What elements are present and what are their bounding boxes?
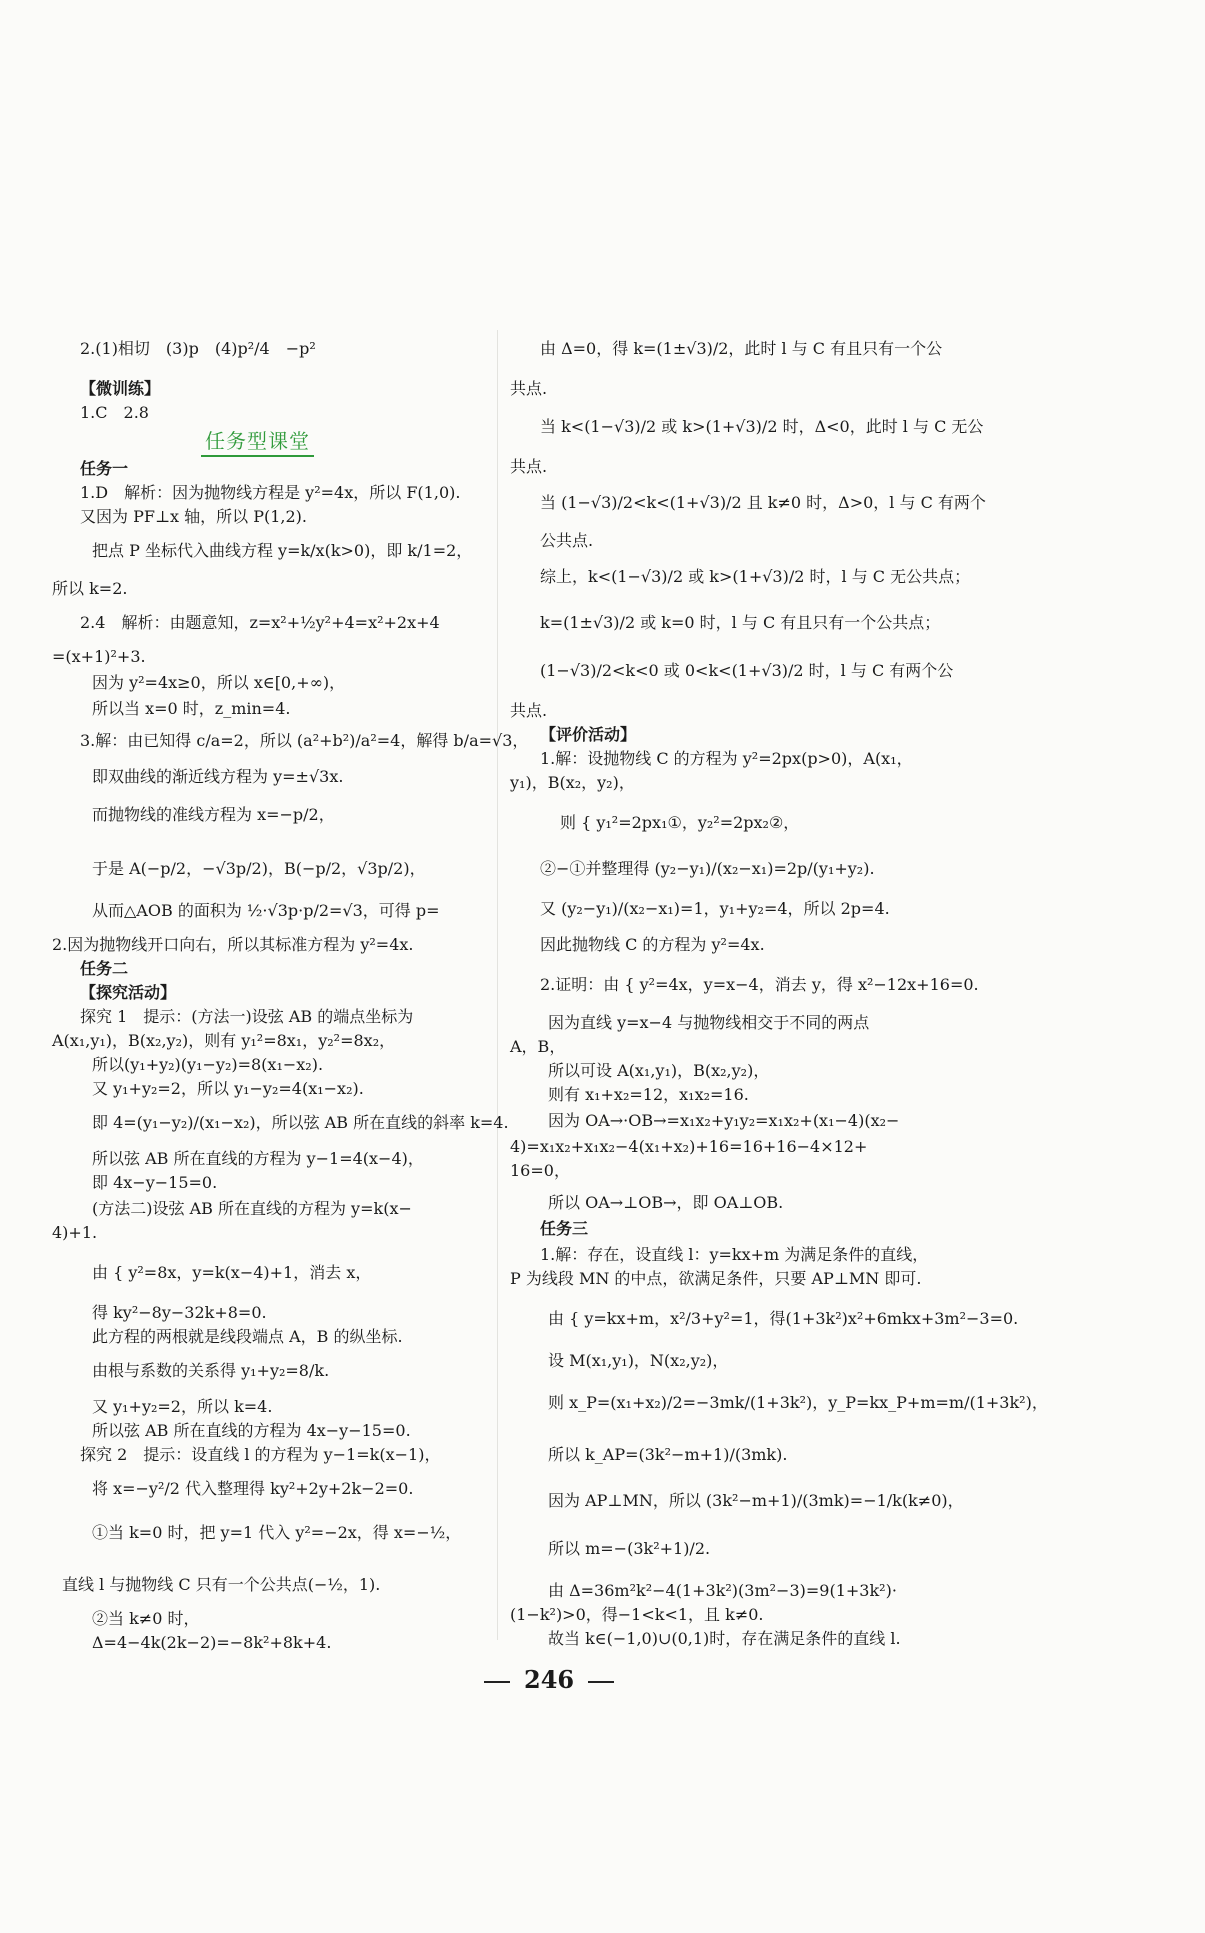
text-line: (1−k²)>0，得−1<k<1，且 k≠0.: [510, 1605, 764, 1624]
text-line: 由 Δ=0，得 k=(1±√3)/2，此时 l 与 C 有且只有一个公: [540, 339, 943, 358]
text-line: 此方程的两根就是线段端点 A，B 的纵坐标.: [92, 1327, 403, 1346]
text-line: k=(1±√3)/2 或 k=0 时，l 与 C 有且只有一个公共点；: [540, 613, 941, 632]
text-line: 得 ky²−8y−32k+8=0.: [92, 1303, 267, 1322]
text-line: 【探究活动】: [80, 983, 177, 1002]
text-line: 于是 A(−p/2，−√3p/2)，B(−p/2，√3p/2)，: [92, 859, 426, 878]
text-line: 所以 k_AP=(3k²−m+1)/(3mk).: [548, 1445, 788, 1464]
text-line: 2.(1)相切 (3)p (4)p²/4 −p²: [80, 339, 316, 358]
text-line: 故当 k∈(−1,0)∪(0,1)时，存在满足条件的直线 l.: [548, 1629, 901, 1648]
text-line: 因为 AP⊥MN，所以 (3k²−m+1)/(3mk)=−1/k(k≠0)，: [548, 1491, 964, 1510]
text-line: 共点.: [510, 379, 548, 398]
text-line: 4)+1.: [52, 1223, 98, 1242]
text-line: 又 y₁+y₂=2，所以 k=4.: [92, 1397, 273, 1416]
text-line: 所以当 x=0 时，z_min=4.: [92, 699, 291, 718]
page-number-text: 246: [524, 1665, 575, 1694]
text-line: 【评价活动】: [540, 725, 637, 744]
text-line: 即双曲线的渐近线方程为 y=±√3x.: [92, 767, 344, 786]
text-line: 探究 1 提示：(方法一)设弦 AB 的端点坐标为: [80, 1007, 414, 1026]
text-line: 所以 m=−(3k²+1)/2.: [548, 1539, 711, 1558]
text-line: 由 { y²=8x，y=k(x−4)+1，消去 x，: [92, 1263, 372, 1282]
text-line: 即 4x−y−15=0.: [92, 1173, 218, 1192]
column-divider: [497, 330, 498, 1640]
text-line: 1.解：存在，设直线 l：y=kx+m 为满足条件的直线，: [540, 1245, 929, 1264]
text-line: ②当 k≠0 时，: [92, 1609, 200, 1628]
text-line: 所以可设 A(x₁,y₁)，B(x₂,y₂)，: [548, 1061, 770, 1080]
text-line: 又 (y₂−y₁)/(x₂−x₁)=1，y₁+y₂=4，所以 2p=4.: [540, 899, 890, 918]
text-line: 1.C 2.8: [80, 403, 149, 422]
text-line: 由 Δ=36m²k²−4(1+3k²)(3m²−3)=9(1+3k²)·: [548, 1581, 897, 1600]
text-line: 因为 OA→·OB→=x₁x₂+y₁y₂=x₁x₂+(x₁−4)(x₂−: [548, 1111, 900, 1130]
section-title: 任务型课堂: [205, 425, 310, 454]
text-line: y₁)，B(x₂，y₂)，: [510, 773, 635, 792]
text-line: 设 M(x₁,y₁)，N(x₂,y₂)，: [548, 1351, 729, 1370]
text-line: 4)=x₁x₂+x₁x₂−4(x₁+x₂)+16=16+16−4×12+: [510, 1137, 868, 1156]
text-line: 所以 k=2.: [52, 579, 128, 598]
page-number-dash-right: [588, 1681, 614, 1683]
text-line: ②−①并整理得 (y₂−y₁)/(x₂−x₁)=2p/(y₁+y₂).: [540, 859, 875, 878]
text-line: 探究 2 提示：设直线 l 的方程为 y−1=k(x−1)，: [80, 1445, 441, 1464]
text-line: 任务三: [540, 1219, 589, 1238]
text-line: 则 x_P=(x₁+x₂)/2=−3mk/(1+3k²)，y_P=kx_P+m=m/(1+3k²)，: [548, 1393, 1048, 1412]
text-line: 即 4=(y₁−y₂)/(x₁−x₂)，所以弦 AB 所在直线的斜率 k=4.: [92, 1113, 509, 1132]
text-line: 16=0，: [510, 1161, 570, 1180]
text-line: 所以(y₁+y₂)(y₁−y₂)=8(x₁−x₂).: [92, 1055, 324, 1074]
text-line: =(x+1)²+3.: [52, 647, 146, 666]
page-number-dash-left: [484, 1681, 510, 1683]
text-line: Δ=4−4k(2k−2)=−8k²+8k+4.: [92, 1633, 332, 1652]
text-line: 2.因为抛物线开口向右，所以其标准方程为 y²=4x.: [52, 935, 414, 954]
text-line: 当 k<(1−√3)/2 或 k>(1+√3)/2 时，Δ<0，此时 l 与 C 无公: [540, 417, 984, 436]
text-line: 则有 x₁+x₂=12，x₁x₂=16.: [548, 1085, 749, 1104]
text-line: 又因为 PF⊥x 轴，所以 P(1,2).: [80, 507, 307, 526]
text-line: 【微训练】: [80, 379, 161, 398]
text-line: 从而△AOB 的面积为 ½·√3p·p/2=√3，可得 p=: [92, 901, 440, 920]
text-line: 任务一: [80, 459, 129, 478]
text-line: A，B，: [510, 1037, 566, 1056]
text-line: 所以弦 AB 所在直线的方程为 4x−y−15=0.: [92, 1421, 411, 1440]
text-line: 公共点.: [540, 531, 594, 550]
text-line: 3.解：由已知得 c/a=2，所以 (a²+b²)/a²=4，解得 b/a=√3，: [80, 731, 529, 750]
text-line: 任务二: [80, 959, 129, 978]
text-line: 而抛物线的准线方程为 x=−p/2，: [92, 805, 335, 824]
text-line: A(x₁,y₁)，B(x₂,y₂)，则有 y₁²=8x₁，y₂²=8x₂，: [52, 1031, 396, 1050]
text-line: 因为直线 y=x−4 与抛物线相交于不同的两点: [548, 1013, 870, 1032]
text-line: 综上，k<(1−√3)/2 或 k>(1+√3)/2 时，l 与 C 无公共点；: [540, 567, 971, 586]
text-line: 又 y₁+y₂=2，所以 y₁−y₂=4(x₁−x₂).: [92, 1079, 364, 1098]
text-line: 所以弦 AB 所在直线的方程为 y−1=4(x−4)，: [92, 1149, 424, 1168]
text-line: 1.解：设抛物线 C 的方程为 y²=2px(p>0)，A(x₁，: [540, 749, 913, 768]
page-number: [470, 1665, 628, 1694]
text-line: 因此抛物线 C 的方程为 y²=4x.: [540, 935, 765, 954]
text-line: 把点 P 坐标代入曲线方程 y=k/x(k>0)，即 k/1=2，: [92, 541, 473, 560]
text-line: 因为 y²=4x≥0，所以 x∈[0,+∞)，: [92, 673, 346, 692]
text-line: 1.D 解析：因为抛物线方程是 y²=4x，所以 F(1,0).: [80, 483, 461, 502]
text-line: 共点.: [510, 701, 548, 720]
text-line: 则 { y₁²=2px₁①，y₂²=2px₂②，: [560, 813, 800, 832]
text-line: 2.证明：由 { y²=4x，y=x−4，消去 y，得 x²−12x+16=0.: [540, 975, 979, 994]
text-line: 共点.: [510, 457, 548, 476]
text-line: (方法二)设弦 AB 所在直线的方程为 y=k(x−: [92, 1199, 412, 1218]
text-line: 将 x=−y²/2 代入整理得 ky²+2y+2k−2=0.: [92, 1479, 414, 1498]
text-line: 由 { y=kx+m，x²/3+y²=1，得(1+3k²)x²+6mkx+3m²−3=0.: [548, 1309, 1019, 1328]
text-line: P 为线段 MN 的中点，欲满足条件，只要 AP⊥MN 即可.: [510, 1269, 922, 1288]
text-line: 直线 l 与抛物线 C 只有一个公共点(−½，1).: [62, 1575, 381, 1594]
text-line: 由根与系数的关系得 y₁+y₂=8/k.: [92, 1361, 330, 1380]
text-line: 当 (1−√3)/2<k<(1+√3)/2 且 k≠0 时，Δ>0，l 与 C 有两个: [540, 493, 986, 512]
text-line: 2.4 解析：由题意知，z=x²+½y²+4=x²+2x+4: [80, 613, 440, 632]
text-line: ①当 k=0 时，把 y=1 代入 y²=−2x，得 x=−½，: [92, 1523, 462, 1542]
text-line: (1−√3)/2<k<0 或 0<k<(1+√3)/2 时，l 与 C 有两个公: [540, 661, 954, 680]
text-line: 所以 OA→⊥OB→，即 OA⊥OB.: [548, 1193, 784, 1212]
